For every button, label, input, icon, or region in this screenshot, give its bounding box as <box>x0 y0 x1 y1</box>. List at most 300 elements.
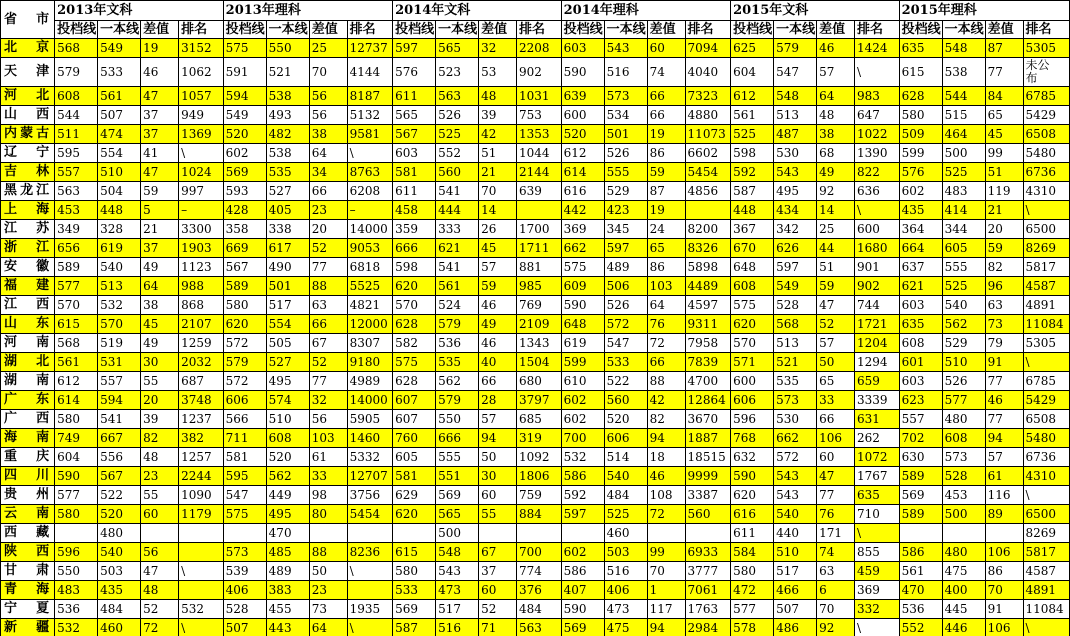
score-cell: 587 <box>731 182 774 201</box>
score-cell: 590 <box>561 600 604 619</box>
score-cell: 569 <box>436 486 479 505</box>
score-cell: 599 <box>899 144 942 163</box>
score-cell: 472 <box>731 581 774 600</box>
score-cell: 568 <box>774 315 817 334</box>
score-cell: 1424 <box>855 39 900 58</box>
score-cell: 14 <box>479 201 517 220</box>
score-cell: 50 <box>309 562 347 581</box>
score-cell: 61 <box>985 467 1023 486</box>
score-cell: 470 <box>266 524 309 543</box>
score-cell: 453 <box>55 201 98 220</box>
score-cell: 517 <box>436 600 479 619</box>
score-cell: 608 <box>55 87 98 106</box>
score-cell: 319 <box>517 429 562 448</box>
score-cell: 543 <box>774 163 817 182</box>
score-cell: 525 <box>436 125 479 144</box>
score-cell: 637 <box>899 258 942 277</box>
score-cell: 5817 <box>1023 543 1069 562</box>
column-header: 投档线 <box>55 21 98 39</box>
score-cell: 383 <box>266 581 309 600</box>
score-cell: 77 <box>817 486 855 505</box>
score-cell: 455 <box>266 600 309 619</box>
province-name-cell: 重庆 <box>1 448 55 467</box>
province-name-cell: 天津 <box>1 58 55 87</box>
score-cell: 6508 <box>1023 410 1069 429</box>
score-cell: 369 <box>561 220 604 239</box>
score-cell: 18515 <box>685 448 731 467</box>
province-name-cell: 湖北 <box>1 353 55 372</box>
province-row <box>1 334 1070 353</box>
score-cell: 567 <box>223 258 266 277</box>
score-cell: 23 <box>309 581 347 600</box>
province-row <box>1 562 1070 581</box>
score-cell: 669 <box>223 239 266 258</box>
score-cell: 446 <box>942 619 985 636</box>
score-cell: 576 <box>393 58 436 87</box>
score-cell: 1 <box>647 581 685 600</box>
score-cell: 444 <box>436 201 479 220</box>
score-cell: 528 <box>774 296 817 315</box>
score-cell: 507 <box>774 600 817 619</box>
score-cell: 59 <box>141 182 179 201</box>
score-cell: 759 <box>517 486 562 505</box>
score-cell: 510 <box>98 163 141 182</box>
province-row <box>1 58 1070 87</box>
score-cell: 985 <box>517 277 562 296</box>
score-cell: 598 <box>731 144 774 163</box>
score-cell: 6818 <box>347 258 393 277</box>
score-cell: 76 <box>647 315 685 334</box>
province-row <box>1 106 1070 125</box>
score-cell: 623 <box>899 391 942 410</box>
score-cell: 531 <box>98 353 141 372</box>
score-cell: 407 <box>561 581 604 600</box>
score-cell: 19 <box>647 125 685 144</box>
province-name-cell: 安徽 <box>1 258 55 277</box>
score-cell: 359 <box>393 220 436 239</box>
score-cell: 50 <box>817 353 855 372</box>
score-cell: 540 <box>942 296 985 315</box>
score-cell: 1700 <box>517 220 562 239</box>
score-cell: 59 <box>985 239 1023 258</box>
score-cell: 526 <box>942 372 985 391</box>
score-cell: 561 <box>55 353 98 372</box>
score-cell: 711 <box>223 429 266 448</box>
score-cell: 12000 <box>347 315 393 334</box>
score-cell: 77 <box>985 58 1023 87</box>
score-cell: 88 <box>647 372 685 391</box>
score-cell: 30 <box>479 467 517 486</box>
score-cell: 501 <box>604 125 647 144</box>
score-cell: 510 <box>266 410 309 429</box>
score-cell: 332 <box>855 600 900 619</box>
score-cell: 576 <box>899 163 942 182</box>
score-cell: 579 <box>436 315 479 334</box>
year-group-header: 2014年理科 <box>561 1 730 21</box>
score-cell: 55 <box>141 372 179 391</box>
score-cell: 621 <box>899 277 942 296</box>
score-cell: 8307 <box>347 334 393 353</box>
province-row <box>1 277 1070 296</box>
score-cell: 575 <box>393 353 436 372</box>
score-cell: \ <box>1023 353 1069 372</box>
score-cell <box>309 524 347 543</box>
score-cell: 519 <box>98 334 141 353</box>
column-header: 投档线 <box>731 21 774 39</box>
score-cell: 26 <box>479 220 517 239</box>
score-cell: 526 <box>604 296 647 315</box>
score-cell: 556 <box>98 448 141 467</box>
score-cell: 52 <box>309 353 347 372</box>
score-cell: 6602 <box>685 144 731 163</box>
score-cell: 4489 <box>685 277 731 296</box>
province-row <box>1 296 1070 315</box>
score-cell: 507 <box>223 619 266 636</box>
score-cell: 48 <box>141 448 179 467</box>
score-cell: 590 <box>561 58 604 87</box>
score-cell: 520 <box>98 505 141 524</box>
score-cell: 594 <box>98 391 141 410</box>
province-name-cell: 新疆 <box>1 619 55 636</box>
score-cell: 369 <box>855 581 900 600</box>
score-cell <box>179 543 224 562</box>
score-cell: 489 <box>604 258 647 277</box>
column-header: 投档线 <box>223 21 266 39</box>
score-cell: 47 <box>141 562 179 581</box>
score-cell: 19 <box>647 201 685 220</box>
score-cell: 24 <box>647 220 685 239</box>
score-cell: 581 <box>393 467 436 486</box>
score-cell <box>899 524 942 543</box>
score-cell: 620 <box>223 315 266 334</box>
score-cell: 1806 <box>517 467 562 486</box>
province-name-cell: 四川 <box>1 467 55 486</box>
score-cell: 92 <box>817 619 855 636</box>
score-cell: 6 <box>817 581 855 600</box>
score-cell: 604 <box>55 448 98 467</box>
score-cell <box>55 524 98 543</box>
score-cell: 4891 <box>1023 296 1069 315</box>
score-cell: 525 <box>604 505 647 524</box>
score-cell: 74 <box>817 543 855 562</box>
score-cell: 47 <box>817 467 855 486</box>
score-cell: 6508 <box>1023 125 1069 144</box>
score-cell: 77 <box>985 372 1023 391</box>
province-row <box>1 144 1070 163</box>
score-cell: 89 <box>985 505 1023 524</box>
score-cell: 659 <box>855 372 900 391</box>
column-header: 一本线 <box>774 21 817 39</box>
score-cell: 628 <box>393 372 436 391</box>
score-cell: 1092 <box>517 448 562 467</box>
year-group-header: 2014年文科 <box>393 1 562 21</box>
score-cell: 513 <box>774 334 817 353</box>
score-cell: 119 <box>985 182 1023 201</box>
score-cell: 21 <box>141 220 179 239</box>
score-cell: 522 <box>98 486 141 505</box>
score-cell: 262 <box>855 429 900 448</box>
score-cell: 47 <box>817 296 855 315</box>
score-cell: 620 <box>393 277 436 296</box>
score-cell: 435 <box>98 581 141 600</box>
score-cell: 561 <box>731 106 774 125</box>
score-cell: 53 <box>479 58 517 87</box>
score-cell: 460 <box>604 524 647 543</box>
score-cell: 639 <box>561 87 604 106</box>
score-cell: 598 <box>393 258 436 277</box>
score-cell: 523 <box>436 58 479 87</box>
score-cell: 480 <box>942 543 985 562</box>
score-cell: 635 <box>855 486 900 505</box>
score-cell: 87 <box>985 39 1023 58</box>
score-cell: 106 <box>985 543 1023 562</box>
score-cell: 595 <box>55 144 98 163</box>
score-cell: 604 <box>731 58 774 87</box>
province-row <box>1 486 1070 505</box>
score-cell: 1022 <box>855 125 900 144</box>
score-cell: 599 <box>561 353 604 372</box>
score-cell: 6736 <box>1023 448 1069 467</box>
score-cell: 406 <box>604 581 647 600</box>
score-cell: 529 <box>604 182 647 201</box>
score-cell: 1259 <box>179 334 224 353</box>
score-cell: 70 <box>817 600 855 619</box>
score-cell: 2032 <box>179 353 224 372</box>
score-cell: 988 <box>179 277 224 296</box>
score-cell: 99 <box>985 144 1023 163</box>
score-cell: 572 <box>223 372 266 391</box>
score-cell: 4310 <box>1023 467 1069 486</box>
score-cell: 550 <box>266 39 309 58</box>
score-cell: 37 <box>141 239 179 258</box>
score-cell: 753 <box>517 106 562 125</box>
province-name-cell: 浙江 <box>1 239 55 258</box>
score-cell: 555 <box>942 258 985 277</box>
score-cell: 7839 <box>685 353 731 372</box>
score-cell: 1031 <box>517 87 562 106</box>
score-cell: 1024 <box>179 163 224 182</box>
score-cell: 1903 <box>179 239 224 258</box>
score-cell: 57 <box>817 334 855 353</box>
score-cell: 49 <box>141 258 179 277</box>
score-cell: 3670 <box>685 410 731 429</box>
score-cell: 700 <box>517 543 562 562</box>
score-cell: 600 <box>561 106 604 125</box>
score-cell: 8763 <box>347 163 393 182</box>
score-cell: \ <box>855 524 900 543</box>
score-cell: 580 <box>223 296 266 315</box>
column-header: 排名 <box>1023 21 1069 39</box>
score-cell: 554 <box>266 315 309 334</box>
column-header: 排名 <box>517 21 562 39</box>
score-cell: 608 <box>942 429 985 448</box>
score-cell: 612 <box>731 87 774 106</box>
score-cell: 458 <box>393 201 436 220</box>
score-cell: 614 <box>55 391 98 410</box>
score-cell: 584 <box>731 543 774 562</box>
score-cell <box>393 524 436 543</box>
province-name-cell: 广东 <box>1 391 55 410</box>
score-cell: 5898 <box>685 258 731 277</box>
score-cell: 486 <box>774 619 817 636</box>
score-cell: 8187 <box>347 87 393 106</box>
score-cell: 575 <box>731 296 774 315</box>
score-cell: 1460 <box>347 429 393 448</box>
score-cell: 48 <box>479 87 517 106</box>
province-row <box>1 87 1070 106</box>
score-cell: 538 <box>266 144 309 163</box>
score-cell: 589 <box>899 505 942 524</box>
score-cell: 33 <box>309 467 347 486</box>
score-cell: 71 <box>479 619 517 636</box>
score-cell <box>647 524 685 543</box>
score-cell: 541 <box>436 182 479 201</box>
score-cell: 983 <box>855 87 900 106</box>
score-cell: 349 <box>55 220 98 239</box>
score-cell: 52 <box>817 315 855 334</box>
score-cell: 505 <box>266 334 309 353</box>
score-cell: 7094 <box>685 39 731 58</box>
score-cell: 9053 <box>347 239 393 258</box>
score-cell: 1504 <box>517 353 562 372</box>
score-cell: 4821 <box>347 296 393 315</box>
score-cell: 580 <box>899 106 942 125</box>
score-cell: 648 <box>561 315 604 334</box>
province-row <box>1 391 1070 410</box>
score-cell: 536 <box>55 600 98 619</box>
score-cell: 500 <box>942 505 985 524</box>
score-cell: 484 <box>604 486 647 505</box>
score-cell: 46 <box>141 58 179 87</box>
score-cell: 527 <box>266 182 309 201</box>
score-cell: 573 <box>774 391 817 410</box>
score-cell: 597 <box>774 258 817 277</box>
score-cell: 1343 <box>517 334 562 353</box>
score-cell: 522 <box>604 372 647 391</box>
score-cell: 72 <box>647 334 685 353</box>
score-cell: 590 <box>55 467 98 486</box>
score-cell: 440 <box>774 524 817 543</box>
score-cell: 5305 <box>1023 39 1069 58</box>
score-cell: 547 <box>774 58 817 87</box>
province-name-cell: 江西 <box>1 296 55 315</box>
score-cell: 520 <box>561 125 604 144</box>
score-cell: 6933 <box>685 543 731 562</box>
score-cell: 579 <box>223 353 266 372</box>
score-cell: 466 <box>774 581 817 600</box>
score-cell: 620 <box>731 486 774 505</box>
score-cell: 632 <box>731 448 774 467</box>
score-cell: 504 <box>98 182 141 201</box>
year-group-header: 2013年文科 <box>55 1 224 21</box>
score-cell: 57 <box>985 448 1023 467</box>
score-cell: 55 <box>479 505 517 524</box>
score-cell: 536 <box>436 334 479 353</box>
province-row <box>1 353 1070 372</box>
score-cell <box>942 524 985 543</box>
score-cell: 587 <box>393 619 436 636</box>
score-cell: 625 <box>731 39 774 58</box>
score-cell: 96 <box>985 277 1023 296</box>
score-cell: 116 <box>985 486 1023 505</box>
score-cell: 591 <box>223 58 266 87</box>
score-cell: 555 <box>604 163 647 182</box>
score-cell: 521 <box>266 58 309 87</box>
province-row <box>1 410 1070 429</box>
score-cell: 5817 <box>1023 258 1069 277</box>
score-cell: 91 <box>985 353 1023 372</box>
score-cell: 45 <box>479 239 517 258</box>
score-cell: 997 <box>179 182 224 201</box>
score-cell: 99 <box>647 543 685 562</box>
score-cell: 4040 <box>685 58 731 87</box>
score-cell: 577 <box>55 277 98 296</box>
province-name-cell: 山东 <box>1 315 55 334</box>
province-name-cell: 甘肃 <box>1 562 55 581</box>
score-cell: 4989 <box>347 372 393 391</box>
province-name-cell: 上海 <box>1 201 55 220</box>
score-cell: 631 <box>855 410 900 429</box>
score-cell: 524 <box>436 296 479 315</box>
score-cell: 563 <box>517 619 562 636</box>
score-cell: 530 <box>774 144 817 163</box>
score-cell: 86 <box>985 562 1023 581</box>
score-cell: 65 <box>985 106 1023 125</box>
score-cell: 11073 <box>685 125 731 144</box>
score-cell: 901 <box>855 258 900 277</box>
score-cell: 20 <box>141 391 179 410</box>
score-cell: 539 <box>223 562 266 581</box>
score-cell: 570 <box>731 334 774 353</box>
score-cell: 530 <box>774 410 817 429</box>
score-cell: 82 <box>141 429 179 448</box>
score-cell: 14 <box>817 201 855 220</box>
score-cell: 548 <box>436 543 479 562</box>
score-cell: 91 <box>985 600 1023 619</box>
score-cell: 47 <box>141 87 179 106</box>
score-cell: 612 <box>55 372 98 391</box>
year-group-header: 2013年理科 <box>223 1 392 21</box>
score-cell: 67 <box>309 334 347 353</box>
score-cell: 565 <box>436 39 479 58</box>
score-cell: 1237 <box>179 410 224 429</box>
score-cell: 48 <box>141 581 179 600</box>
score-cell: 5905 <box>347 410 393 429</box>
score-cell: 77 <box>309 258 347 277</box>
score-cell: 602 <box>561 391 604 410</box>
score-cell: 4880 <box>685 106 731 125</box>
score-cell: 574 <box>266 391 309 410</box>
score-cell: 51 <box>479 144 517 163</box>
province-row <box>1 258 1070 277</box>
score-cell: 12864 <box>685 391 731 410</box>
column-header: 投档线 <box>899 21 942 39</box>
score-cell: 333 <box>436 220 479 239</box>
score-cell: 572 <box>223 334 266 353</box>
score-cell: 597 <box>561 505 604 524</box>
score-cell: 42 <box>647 391 685 410</box>
province-row <box>1 448 1070 467</box>
score-cell: 581 <box>393 163 436 182</box>
score-cell: 64 <box>309 144 347 163</box>
score-cell: 77 <box>985 410 1023 429</box>
score-cell: 28 <box>479 391 517 410</box>
score-cell: 605 <box>942 239 985 258</box>
score-cell: 3748 <box>179 391 224 410</box>
province-row <box>1 524 1070 543</box>
score-cell: 49 <box>141 334 179 353</box>
score-cell: 557 <box>55 163 98 182</box>
